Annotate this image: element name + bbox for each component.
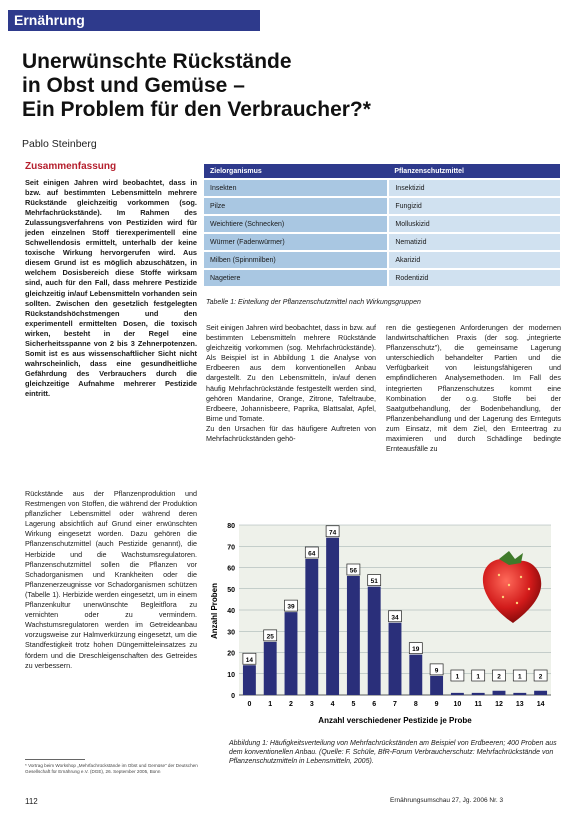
value-label: 1 <box>476 673 481 681</box>
value-label: 74 <box>328 529 337 537</box>
footnote-rule <box>25 759 85 760</box>
x-tick-label: 14 <box>536 701 545 708</box>
bar <box>347 576 360 695</box>
title-line: Unerwünschte Rückstände <box>22 50 292 73</box>
bar <box>513 693 526 695</box>
table-cell: Weichtiere (Schnecken) <box>204 215 388 233</box>
table-cell: Nematizid <box>388 233 560 251</box>
x-tick-label: 7 <box>393 701 397 708</box>
table-row <box>204 269 560 286</box>
bar <box>534 691 547 695</box>
x-tick-label: 10 <box>453 701 462 708</box>
table-cell: Insekten <box>204 179 388 197</box>
value-label: 25 <box>266 633 274 641</box>
x-axis-label: Anzahl verschiedener Pestizide je Probe <box>318 716 472 725</box>
x-tick-label: 2 <box>289 701 293 708</box>
summary-text: Seit einigen Jahren wird beobachtet, dass in bzw. auf bestimmten Lebensmitteln mehrere Rückstände gleichzeitig vorkommen (sog. Mehrfachrückstände). Im Rahmen des Zulassungsverfahrens von Pestiziden wird für jeden einzelnen Stoff tierexperimentell eine Schwellendosis ermittelt, unterhalb der keine toxische Wirkung hervorgerufen wird. Aus diesem Grund ist es möglich abzuschätzen, in welchem Dosisbereich diese Stoffe wirksam sind, auch für den Fall, dass mehrere Pestizide gleichzeitig in/auf Lebensmitteln vorhanden sein sollten. Zwischen den gesetzlich festgelegten Rückstandshöchstmengen und den experimentell ermittelten Dosen, die toxisch wirken, besteht in der Regel eine Sicherheitsspanne von 2 bis 3 Zehnerpotenzen. Somit ist es aus wissenschaftlicher Sicht nicht wahrscheinlich, dass eine gesundheitliche Gefährdung des Verbrauchers durch die gleichzeitige Aufnahme mehrerer Pestizide eintritt. <box>25 178 197 398</box>
y-tick-label: 60 <box>227 565 235 573</box>
bar <box>368 587 381 695</box>
table-header-row <box>204 164 560 179</box>
footnote: * Vortrag beim Workshop „Mehrfachrückstände im Obst und Gemüse“ der Deutschen Gesellschaft für Ernährung e.V. (DGE), 26. September 2005, Bonn <box>25 763 198 774</box>
bar <box>305 559 318 695</box>
body-text-right: ren die gestiegenen Anforderungen der modernen landwirtschaftlichen Praxis (der sog. „integrierte Pflanzenschutz"), die gemeinsame Lagerung unterschiedlich behandelter Partien und die Verfügbarkeit von leistungsfähigeren und empfindlicheren Analysemethoden. Im Fall des integrierten Pflanzenschutzes kommt eine Kombination der o.g. Stoffe bei der Saatgutbehandlung, der Bodenbehandlung, der Pflanzenbehandlung und der Lagerung des Ernteguts zum Einsatz, mit dem Ziel, den Ernteertrag zu maximieren und durch Schädlinge bedingte Ernteausfälle zu <box>386 323 561 454</box>
y-tick-label: 40 <box>227 608 235 615</box>
table-cell: Milben (Spinnmilben) <box>204 251 388 269</box>
table-header: Pflanzenschutzmittel <box>388 164 560 179</box>
table-cell: Rodentizid <box>388 269 560 286</box>
value-label: 64 <box>308 550 316 558</box>
bar <box>326 538 339 695</box>
y-tick-label: 10 <box>227 671 235 679</box>
value-label: 19 <box>412 646 420 654</box>
bar <box>409 655 422 695</box>
value-label: 14 <box>245 656 254 664</box>
table-row <box>204 251 560 269</box>
title-line: Ein Problem für den Verbraucher?* <box>22 98 371 121</box>
chart-svg <box>203 515 563 729</box>
x-tick-label: 6 <box>372 701 377 708</box>
section-label: Ernährung <box>14 12 85 28</box>
y-tick-label: 70 <box>227 544 235 552</box>
body-text-middle: Seit einigen Jahren wird beobachtet, dass in bzw. auf bestimmten Lebensmitteln mehrere Rückstände gleichzeitig vorkommen (sog. Mehrfachrückstände). Als Beispiel ist in Abbildung 1 die Analyse von Erdbeeren aus dem konventionellen Anbau dargestellt. Zu den Lebensmitteln, in/auf denen häufig Mehrfachrückstände festgestellt werden sind, gehören Mandarine, Orange, Zitrone, Tafeltraube, Erdbeere, Johannisbeere, Paprika, Blattsalat, Apfel, Birne und Tomate. Zu den Ursachen für das häufigere Auftreten von Mehrfachrückständen gehö- <box>206 323 376 444</box>
table-cell: Insektizid <box>388 179 560 197</box>
value-label: 34 <box>391 614 399 622</box>
x-tick-label: 3 <box>309 701 314 708</box>
title-line: in Obst und Gemüse – <box>22 74 245 97</box>
value-label: 1 <box>455 673 460 681</box>
y-tick-label: 80 <box>227 523 235 530</box>
x-tick-label: 4 <box>330 701 335 708</box>
journal-reference: Ernährungsumschau 27, Jg. 2006 Nr. 3 <box>390 797 504 804</box>
bar <box>493 691 506 695</box>
x-tick-label: 11 <box>474 701 482 708</box>
y-tick-label: 0 <box>231 693 235 700</box>
bar <box>430 676 443 695</box>
table-cell: Fungizid <box>388 197 560 215</box>
table-cell: Molluskizid <box>388 215 560 233</box>
table-header: Zielorganismus <box>204 164 388 179</box>
x-tick-label: 0 <box>247 701 252 708</box>
x-tick-label: 1 <box>268 701 273 708</box>
page-number: 112 <box>25 797 38 806</box>
table-caption: Tabelle 1: Einteilung der Pflanzenschutzmittel nach Wirkungsgruppen <box>206 299 421 306</box>
value-label: 2 <box>538 673 543 681</box>
bar <box>264 642 277 695</box>
x-tick-label: 13 <box>515 701 524 708</box>
y-tick-label: 50 <box>227 586 235 594</box>
article-title <box>22 50 562 122</box>
x-tick-label: 9 <box>434 701 439 708</box>
table-row <box>204 215 560 233</box>
value-label: 9 <box>434 667 439 675</box>
x-tick-label: 8 <box>413 701 418 708</box>
table-cell: Nagetiere <box>204 269 388 286</box>
figure-histogram <box>203 515 563 729</box>
figure-caption: Abbildung 1: Häufigkeitsverteilung von Mehrfachrückständen am Beispiel von Erdbeeren; 400 Proben aus dem konventionellen Anbau. (Quelle: F. Schüle, BfR-Forum Verbraucherschutz: Mehrfachrückstände von Pflanzenschutzmitteln in Lebensmitteln, 2005). <box>229 740 557 765</box>
value-label: 2 <box>497 673 501 681</box>
x-tick-label: 5 <box>351 701 356 708</box>
value-label: 56 <box>349 567 358 575</box>
body-text-left: Rückstände aus der Pflanzenproduktion und Restmengen von Stoffen, die während der Produktion pflanzlicher Lebensmittel oder während deren Lagerung absichtlich auf Grund einer erwünschten Wirkung eingesetzt worden. Dazu gehören die Pflanzenschutzmittel (auch Pestizide genannt), die Herbizide und die Wachstumsregulatoren. Pflanzenschutzmittel sollen die Pflanzen vor Schadorganismen und Krankheiten oder die Pflanzenerzeugnisse vor Schadorganismen schützen (Tabelle 1). Herbizide werden eingesetzt, um in einem Pflanzenkultur unerwünschte Begleitflora zu vernichten oder zu vermindern. Wachstumsregulatoren werden im Getreideanbau vorzugsweise zur Halmverkürzung eingesetzt, um die Standfestigkeit trotz hohen Düngemitteleinsatzes zu fördern und die Dreschleigenschaften des Getreides zu verbessern. <box>25 489 197 670</box>
y-axis-label: Anzahl Proben <box>210 582 219 640</box>
x-tick-label: 12 <box>495 701 503 708</box>
table-row <box>204 179 560 197</box>
bar <box>285 612 298 695</box>
y-tick-label: 20 <box>227 650 235 658</box>
section-band <box>8 10 260 31</box>
bar <box>389 623 402 695</box>
table-cell: Würmer (Fadenwürmer) <box>204 233 388 251</box>
bar <box>451 693 464 695</box>
y-tick-label: 30 <box>227 629 235 637</box>
value-label: 51 <box>370 578 378 586</box>
table-row <box>204 197 560 215</box>
table-target-organisms <box>204 164 560 286</box>
table-cell: Pilze <box>204 197 388 215</box>
table-row <box>204 233 560 251</box>
bar <box>243 665 256 695</box>
author-name: Pablo Steinberg <box>22 138 97 150</box>
table-cell: Akarizid <box>388 251 560 269</box>
summary-heading: Zusammenfassung <box>25 161 117 172</box>
value-label: 39 <box>287 603 295 611</box>
bar <box>472 693 485 695</box>
value-label: 1 <box>517 673 522 681</box>
